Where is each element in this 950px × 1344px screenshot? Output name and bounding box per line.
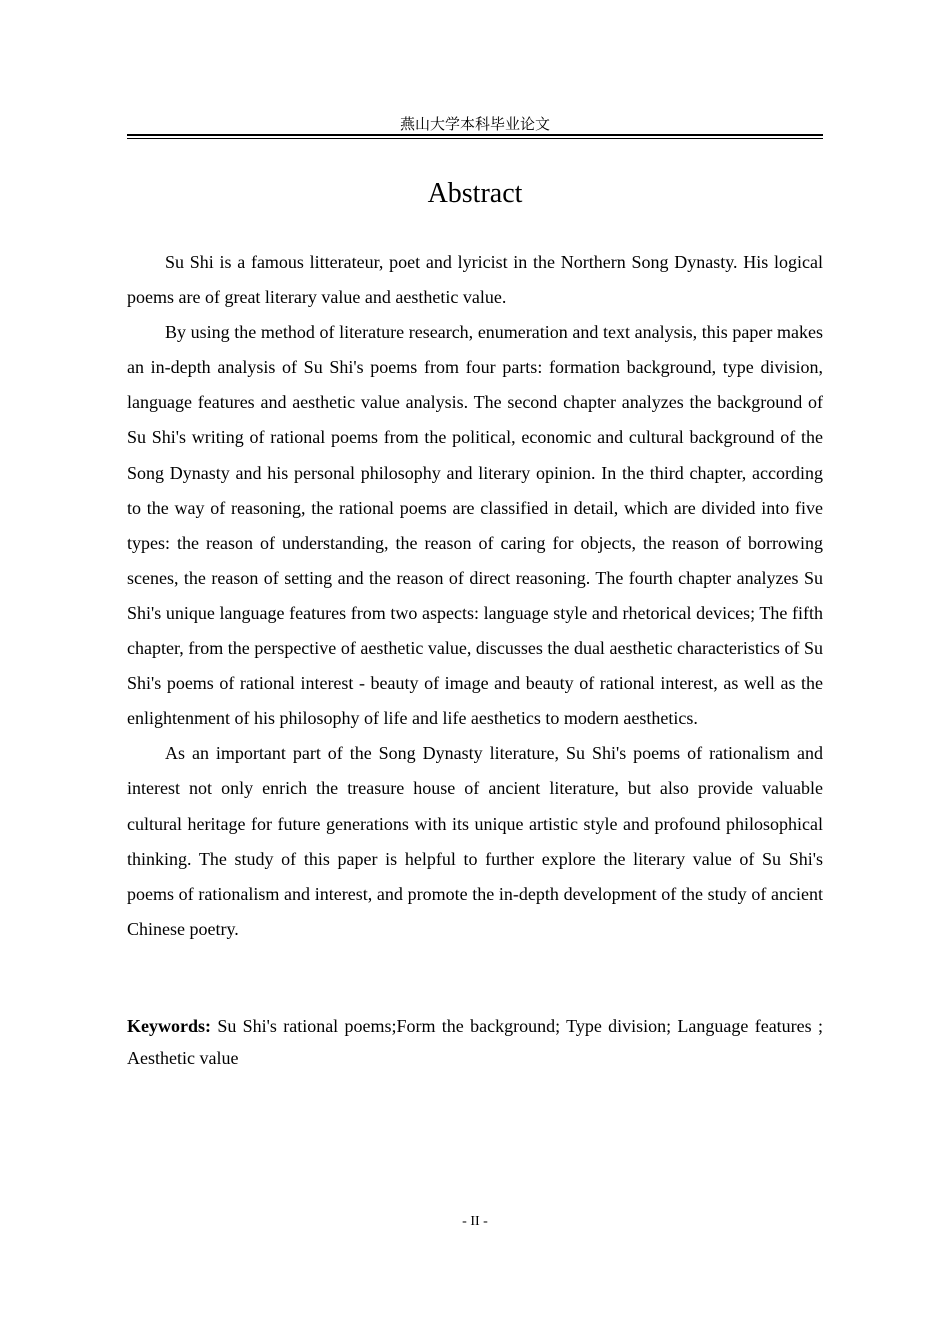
header-rule-thick (127, 134, 823, 136)
abstract-body (127, 245, 823, 947)
header-rule-thin (127, 138, 823, 139)
keywords-text: Su Shi's rational poems;Form the background; Type division; Language features ; Aesthetic value (127, 1016, 823, 1068)
abstract-paragraph-3: As an important part of the Song Dynasty literature, Su Shi's poems of rationalism and interest not only enrich the treasure house of ancient literature, but also provide valuable cultural heritage for future generations with its unique artistic style and profound philosophical thinking. The study of this paper is helpful to further explore the literary value of Su Shi's poems of rationalism and interest, and promote the in-depth development of the study of ancient Chinese poetry. (127, 743, 823, 939)
keywords-line (127, 1010, 823, 1074)
page-number: - II - (462, 1214, 488, 1229)
abstract-paragraph-2: By using the method of literature research, enumeration and text analysis, this paper makes an in-depth analysis of Su Shi's poems from four parts: formation background, type division, language features and aesthetic value analysis. The second chapter analyzes the background of Su Shi's writing of rational poems from the political, economic and cultural background of the Song Dynasty and his personal philosophy and literary opinion. In the third chapter, according to the way of reasoning, the rational poems are classified in detail, which are divided into five types: the reason of understanding, the reason of caring for objects, the reason of borrowing scenes, the reason of setting and the reason of direct reasoning. The fourth chapter analyzes Su Shi's unique language features from two aspects: language style and rhetorical devices; The fifth chapter, from the perspective of aesthetic value, discusses the dual aesthetic characteristics of Su Shi's poems of rational interest - beauty of image and beauty of rational interest, as well as the enlightenment of his philosophy of life and life aesthetics to modern aesthetics. (127, 322, 823, 729)
page-header-title: 燕山大学本科毕业论文 (399, 115, 550, 133)
keywords-label: Keywords: (127, 1016, 211, 1036)
abstract-paragraph-1: Su Shi is a famous litterateur, poet and lyricist in the Northern Song Dynasty. His logical poems are of great literary value and aesthetic value. (127, 252, 823, 308)
abstract-title: Abstract (427, 178, 523, 209)
